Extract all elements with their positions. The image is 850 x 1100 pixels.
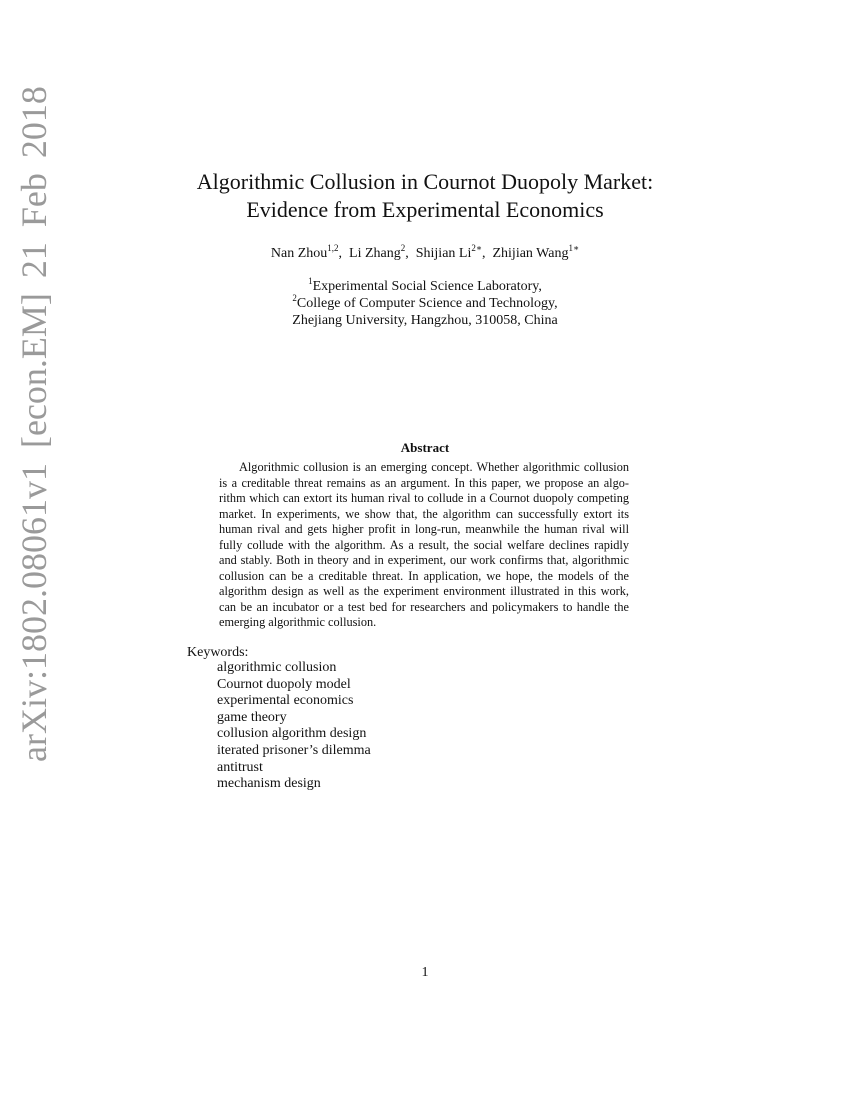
abstract-line: can be an incubator or a test bed for researchers and policymakers to handle the [219,599,629,614]
affiliation-mark: 2 [292,293,297,303]
keyword-item: collusion algorithm design [217,726,367,742]
keyword-item: iterated prisoner’s dilemma [217,742,371,758]
author-separator: , [405,246,413,261]
author-separator: , [338,246,346,261]
keywords-list [217,660,371,793]
author-list [0,244,850,264]
author-affiliation-mark: 2 [400,243,406,253]
abstract-line: algorithm design as well as the experiment environment illustrated in this work, [219,584,629,598]
paper-title [0,168,850,224]
affiliation-text: Experimental Social Science Laboratory, [312,279,542,294]
abstract-line: and stably. Both in theory and in experiment, our work confirms that, algorithmic [219,553,629,567]
keyword-item: experimental economics [217,693,354,709]
page-number: 1 [421,965,429,980]
abstract-line: Algorithmic collusion is an emerging concept. Whether algorithmic collusion [239,460,629,474]
author-name: Nan Zhou [270,246,328,261]
keyword-item: mechanism design [217,776,321,792]
affiliation-mark: 1 [308,276,313,286]
author-affiliation-mark: 1∗ [568,243,580,253]
affiliation-line-1 [0,278,850,295]
abstract-body [219,460,629,631]
author-separator: , [481,246,489,261]
abstract-heading: Abstract [400,440,450,455]
keyword-item: antitrust [217,759,263,775]
title-line-1: Algorithmic Collusion in Cournot Duopoly Market: [196,169,654,194]
arxiv-identifier-stamp: arXiv:1802.08061v1 [econ.EM] 21 Feb 2018 [14,86,54,762]
author-name: Zhijian Wang [492,246,569,261]
abstract-line: fully collude with the algorithm. As a result, the social welfare declines rapidly [219,537,629,552]
title-line-2: Evidence from Experimental Economics [246,197,604,222]
abstract-line: market. In experiments, we show that, the algorithm can successfully extort its [219,506,629,521]
keyword-item: Cournot duopoly model [217,676,351,692]
author-affiliation-mark: 2∗ [471,243,482,253]
author-name: Li Zhang [349,246,401,261]
affiliation-text: College of Computer Science and Technology, [296,296,558,311]
author-name: Shijian Li [415,246,472,261]
affiliation-line-3: Zhejiang University, Hangzhou, 310058, China [292,313,558,328]
abstract-line: collusion can be a creditable threat. In application, we hope, the models of the [219,568,629,583]
abstract-line: emerging algorithmic collusion. [219,615,377,629]
affiliations [0,278,850,329]
abstract-line: human rival and gets higher profit in long-run, meanwhile the human rival will [219,522,629,536]
keyword-item: algorithmic collusion [217,660,337,675]
author-affiliation-mark: 1,2 [327,243,339,253]
keywords-label: Keywords: [187,645,249,660]
affiliation-line-2 [0,295,850,312]
keyword-item: game theory [217,709,287,725]
abstract-line: is a creditable threat remains as an argument. In this paper, we propose an algo- [219,475,629,490]
abstract-line: rithm which can extort its human rival to collude in a Cournot duopoly competing [219,491,629,505]
